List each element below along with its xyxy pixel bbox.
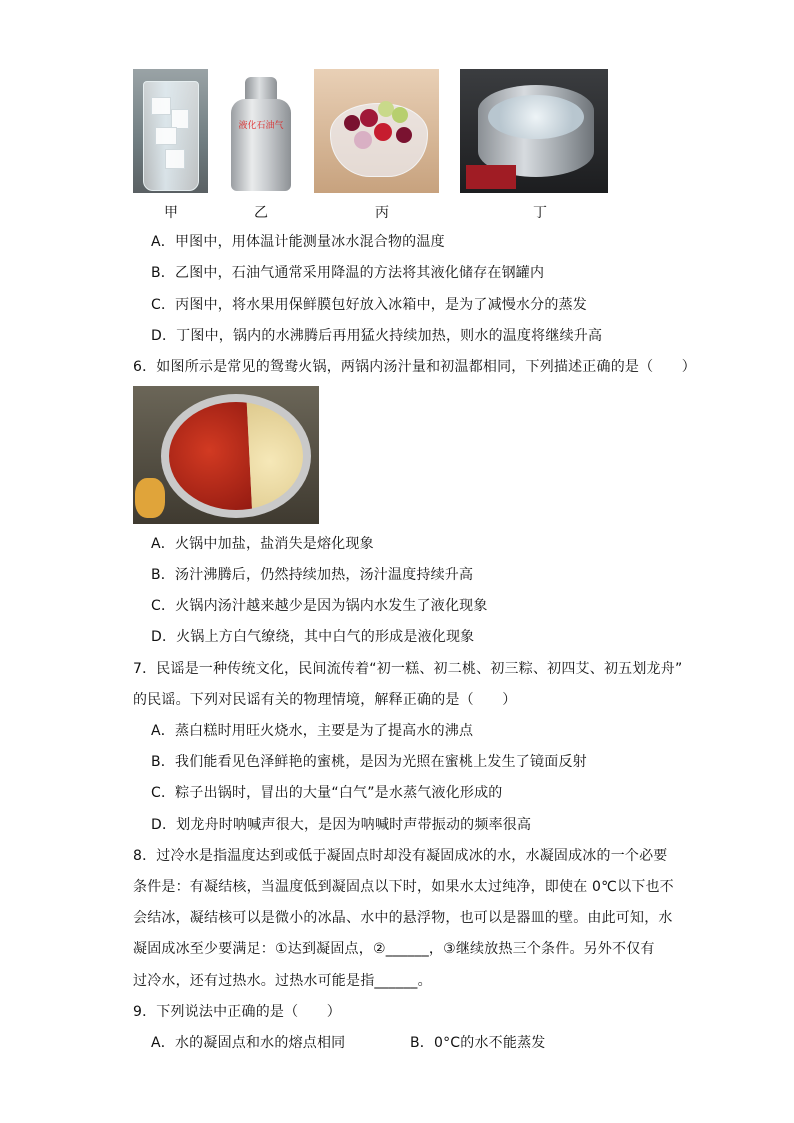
ice-cube [171, 109, 189, 129]
q5-option-c: C．丙图中，将水果用保鲜膜包好放入冰箱中，是为了减慢水分的蒸发 [151, 297, 587, 313]
cherry [344, 115, 360, 131]
cherry [360, 109, 378, 127]
q7-option-c: C．粽子出锅时，冒出的大量“白气”是水蒸气液化形成的 [151, 785, 503, 801]
cherry [396, 127, 412, 143]
q5-option-b: B．乙图中，石油气通常采用降温的方法将其液化储存在钢罐内 [151, 265, 545, 281]
ice-glass-photo [133, 69, 208, 193]
cylinder-body [231, 99, 291, 191]
ice-cube [151, 97, 171, 115]
gas-cylinder-photo [225, 69, 297, 193]
q5-option-d: D．丁图中，锅内的水沸腾后再用猛火持续加热，则水的温度将继续升高 [151, 328, 603, 344]
caption-yi: 乙 [254, 205, 268, 221]
ice-cube [155, 127, 177, 145]
boiling-pot-photo [460, 69, 608, 193]
q7-option-b: B．我们能看见色泽鲜艳的蜜桃，是因为光照在蜜桃上发生了镜面反射 [151, 754, 587, 770]
cylinder-label: 液化石油气 [238, 121, 284, 131]
caption-bing: 丙 [375, 205, 389, 221]
q8-line-2: 条件是：有凝结核，当温度低到凝固点以下时，如果水太过纯净，即使在 0℃以下也不 [133, 879, 674, 895]
q5-option-a: A．甲图中，用体温计能测量冰水混合物的温度 [151, 234, 445, 250]
q9-option-a: A．水的凝固点和水的熔点相同 [151, 1035, 346, 1051]
q8-line-5: 过冷水，还有过热水。过热水可能是指______。 [133, 973, 432, 989]
q6-option-d: D．火锅上方白气缭绕，其中白气的形成是液化现象 [151, 629, 475, 645]
q6-option-c: C．火锅内汤汁越来越少是因为锅内水发生了液化现象 [151, 598, 488, 614]
stove-knob [466, 165, 516, 189]
q8-line-1: 8．过冷水是指温度达到或低于凝固点时却没有凝固成冰的水，水凝固成冰的一个必要 [133, 848, 668, 864]
grape [392, 107, 408, 123]
q7-stem-line-1: 7．民谣是一种传统文化，民间流传着“初一糕、初二桃、初三粽、初四艾、初五划龙舟” [133, 661, 683, 677]
q6-option-b: B．汤汁沸腾后，仍然持续加热，汤汁温度持续升高 [151, 567, 474, 583]
hotpot-photo [133, 386, 319, 524]
cherry [374, 123, 392, 141]
fruit-bowl-photo [314, 69, 439, 193]
q9-stem: 9．下列说法中正确的是（ ） [133, 1004, 341, 1020]
lychee [354, 131, 372, 149]
q6-stem: 6．如图所示是常见的鸳鸯火锅，两锅内汤汁量和初温都相同，下列描述正确的是（ ） [133, 359, 696, 375]
q6-option-a: A．火锅中加盐，盐消失是熔化现象 [151, 536, 374, 552]
caption-jia: 甲 [164, 205, 178, 221]
q7-option-d: D．划龙舟时呐喊声很大，是因为呐喊时声带振动的频率很高 [151, 817, 532, 833]
q8-line-3: 会结冰，凝结核可以是微小的冰晶、水中的悬浮物，也可以是器皿的壁。由此可知，水 [133, 910, 673, 926]
q7-option-a: A．蒸白糕时用旺火烧水，主要是为了提高水的沸点 [151, 723, 474, 739]
caption-ding: 丁 [533, 205, 547, 221]
q8-line-4: 凝固成冰至少要满足：①达到凝固点，②______，③继续放热三个条件。另外不仅有 [133, 941, 655, 957]
water-surface [488, 95, 584, 139]
ice-cube [165, 149, 185, 169]
side-dish [135, 478, 165, 518]
q9-option-b: B．0°C的水不能蒸发 [410, 1035, 546, 1051]
q7-stem-line-2: 的民谣。下列对民谣有关的物理情境，解释正确的是（ ） [133, 692, 517, 708]
